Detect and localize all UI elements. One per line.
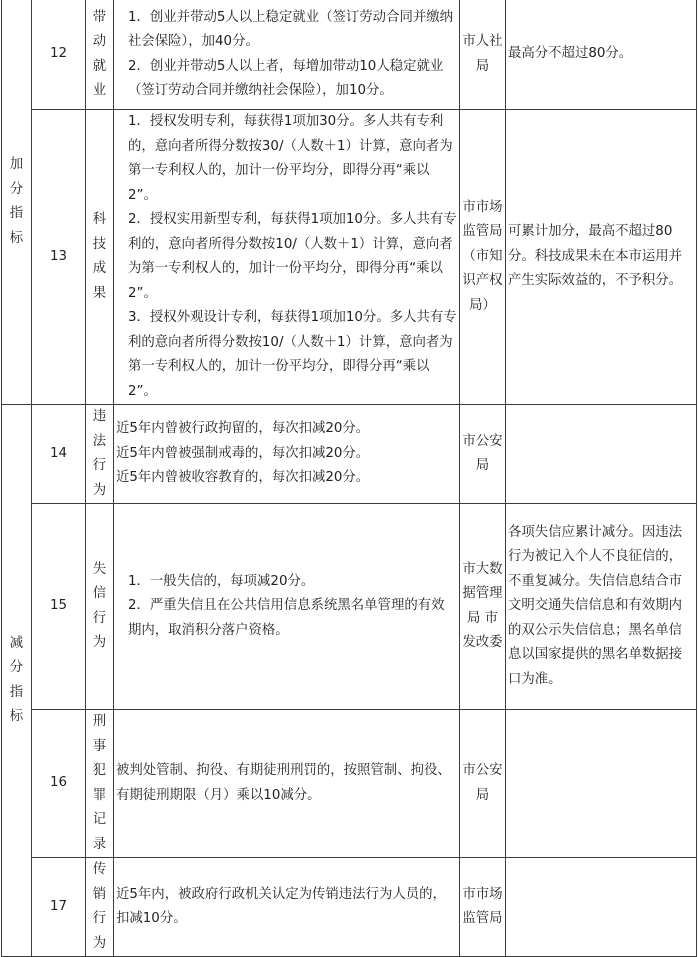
category-cell-bonus (2, 0, 32, 405)
item-name: 带动就业 (86, 0, 114, 110)
table-row (2, 0, 697, 110)
standard-line: 1．创业并带动5人以上稳定就业（签订劳动合同并缴纳社会保险），加40分。 (128, 9, 454, 49)
department-cell: 市公安局 (460, 710, 506, 858)
standard-line: 1．授权发明专利，每获得1项加30分。多人共有专利的，意向者所得分数按30/（人数＋1）计算，意向者为第一专利权人的，加计一份平均分，即得分再“乘以2”。 (128, 114, 453, 203)
standard-line: 2．创业并带动5人以上者，每增加带动10人稳定就业（签订劳动合同并缴纳社会保险），加10分。 (128, 58, 444, 98)
note-cell (506, 405, 697, 504)
standard-cell (114, 110, 460, 405)
row-number: 16 (32, 710, 86, 858)
item-name: 刑事犯罪记录 (86, 710, 114, 858)
department-cell: 市人社局 (460, 0, 506, 110)
table-row (2, 710, 697, 858)
note-cell (506, 710, 697, 858)
standard-line: 1．一般失信的，每项减20分。 (128, 573, 315, 589)
points-table (1, 0, 697, 957)
standard-line: 2．严重失信且在公共信用信息系统黑名单管理的有效期内，取消积分落户资格。 (128, 598, 445, 638)
table-row (2, 405, 697, 504)
item-name: 传销行为 (86, 858, 114, 957)
table-row (2, 504, 697, 710)
standard-line: 近5年内曾被强制戒毒的，每次扣减20分。 (116, 445, 370, 461)
row-number: 15 (32, 504, 86, 710)
standard-line: 被判处管制、拘役、有期徒刑刑罚的，按照管制、拘役、有期徒刑期限（月）乘以10减分。 (116, 763, 451, 803)
row-number: 13 (32, 110, 86, 405)
row-number: 14 (32, 405, 86, 504)
standard-line: 近5年内，被政府行政机关认定为传销违法行为人员的，扣减10分。 (116, 886, 446, 926)
standard-line: 近5年内曾被收容教育的，每次扣减20分。 (116, 470, 370, 486)
standard-line: 3．授权外观设计专利，每获得1项加10分。多人共有专利的意向者所得分数按10/（人数＋1）计算，意向者为第一专利权人的，加计一份平均分，即得分再“乘以2”。 (128, 310, 457, 399)
note-cell (506, 858, 697, 957)
row-number: 17 (32, 858, 86, 957)
department-cell: 市市场监管局 (460, 858, 506, 957)
item-name: 违法行为 (86, 405, 114, 504)
category-cell-deduction (2, 405, 32, 957)
standard-cell (114, 405, 460, 504)
standard-cell (114, 710, 460, 858)
standard-cell (114, 0, 460, 110)
note-cell: 可累计加分，最高不超过80分。科技成果未在本市运用并产生实际效益的，不予积分。 (506, 110, 697, 405)
row-number: 12 (32, 0, 86, 110)
note-cell: 最高分不超过80分。 (506, 0, 697, 110)
standard-cell (114, 504, 460, 710)
department-cell: 市公安局 (460, 405, 506, 504)
department-cell: 市大数据管理局 市发改委 (460, 504, 506, 710)
item-name: 科技成果 (86, 110, 114, 405)
table-row (2, 110, 697, 405)
note-cell: 各项失信应累计减分。因违法行为被记入个人不良征信的，不重复减分。失信信息结合市文明交通失信信息和有效期内的双公示失信信息；黑名单信息以国家提供的黑名单数据接口为准。 (506, 504, 697, 710)
category-label: 减分指标 (9, 635, 24, 724)
standard-cell (114, 858, 460, 957)
item-name: 失信行为 (86, 504, 114, 710)
standard-line: 近5年内曾被行政拘留的，每次扣减20分。 (116, 421, 370, 437)
table-row (2, 858, 697, 957)
department-cell: 市市场监管局（市知识产权局） (460, 110, 506, 405)
standard-line: 2．授权实用新型专利，每获得1项加10分。多人共有专利的，意向者所得分数按10/（人数＋1）计算，意向者为第一专利权人的，加计一份平均分，即得分再“乘以2”。 (128, 212, 457, 301)
category-label: 加分指标 (9, 157, 24, 246)
